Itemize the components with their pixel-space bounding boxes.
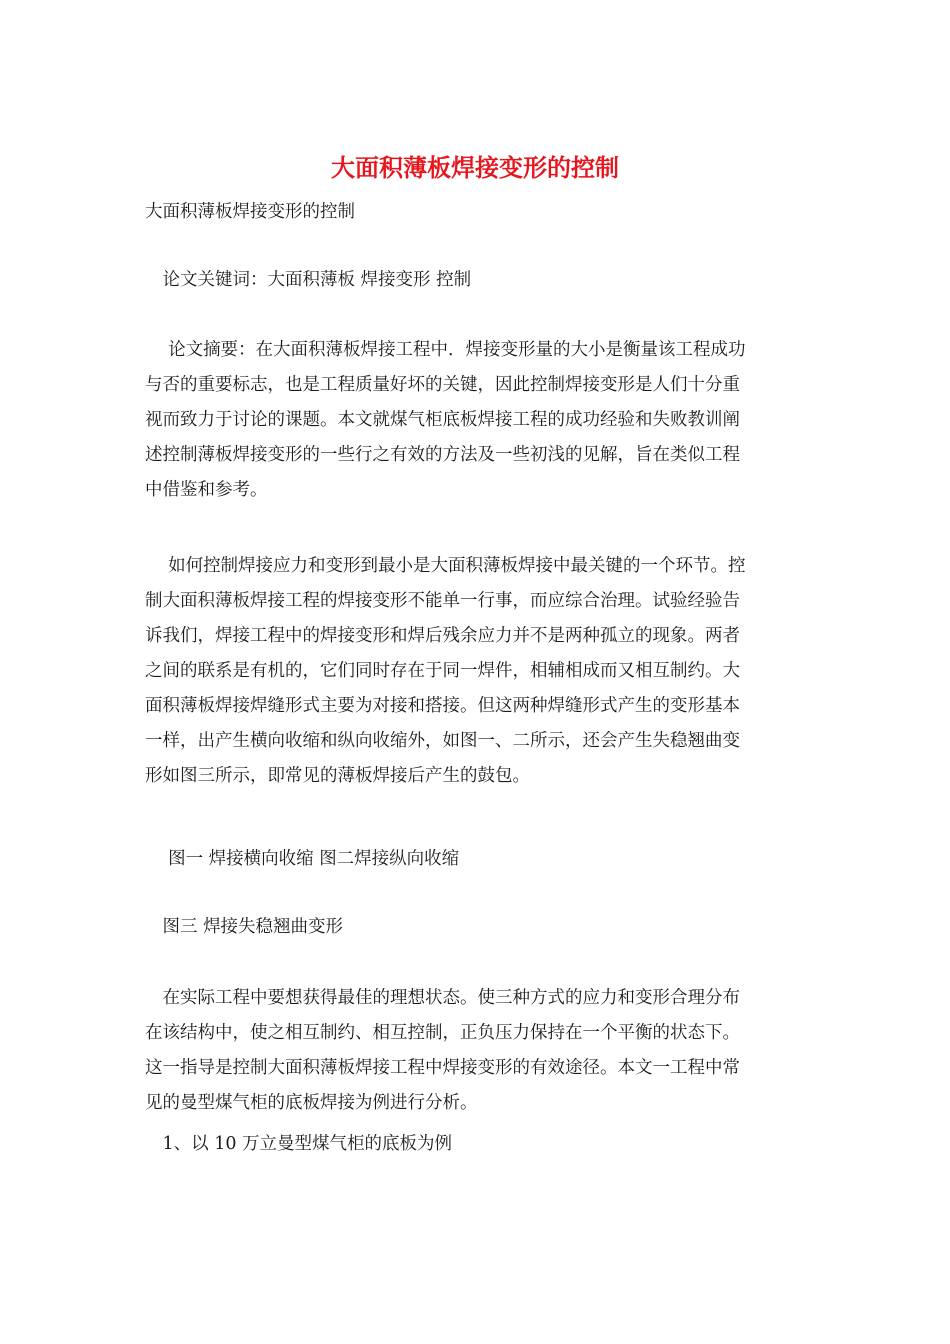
document-title: 大面积薄板焊接变形的控制	[331, 153, 619, 182]
body-paragraph-2	[145, 981, 810, 1121]
paragraph-line: 之间的联系是有机的，它们同时存在于同一焊件，相辅相成而又相互制约。大	[145, 661, 740, 681]
keywords-line: 论文关键词：大面积薄板 焊接变形 控制	[145, 270, 472, 290]
paragraph-line: 制大面积薄板焊接工程的焊接变形不能单一行事，而应综合治理。试验经验告	[145, 591, 740, 611]
section-heading-1: 1、以 10 万立曼型煤气柜的底板为例	[145, 1134, 453, 1154]
paragraph-line: 形如图三所示，即常见的薄板焊接后产生的鼓包。	[145, 766, 530, 786]
paragraph-line: 面积薄板焊接焊缝形式主要为对接和搭接。但这两种焊缝形式产生的变形基本	[145, 696, 740, 716]
paragraph-line: 诉我们，焊接工程中的焊接变形和焊后残余应力并不是两种孤立的现象。两者	[145, 626, 740, 646]
paragraph-line: 在该结构中，使之相互制约、相互控制，正负压力保持在一个平衡的状态下。	[145, 1023, 740, 1043]
body-paragraph-1	[145, 549, 810, 794]
abstract-line: 中借鉴和参考。	[145, 480, 268, 500]
abstract-line: 述控制薄板焊接变形的一些行之有效的方法及一些初浅的见解，旨在类似工程	[145, 445, 740, 465]
abstract-paragraph	[145, 333, 810, 508]
paragraph-line: 如何控制焊接应力和变形到最小是大面积薄板焊接中最关键的一个环节。控	[145, 556, 746, 576]
paragraph-line: 一样，出产生横向收缩和纵向收缩外，如图一、二所示，还会产生失稳翘曲变	[145, 731, 740, 751]
paragraph-line: 见的曼型煤气柜的底板焊接为例进行分析。	[145, 1093, 478, 1113]
paragraph-line: 在实际工程中要想获得最佳的理想状态。使三种方式的应力和变形合理分布	[145, 988, 740, 1008]
figure-caption-1-2: 图一 焊接横向收缩 图二焊接纵向收缩	[145, 849, 460, 869]
abstract-line: 与否的重要标志，也是工程质量好坏的关键，因此控制焊接变形是人们十分重	[145, 375, 740, 395]
figure-caption-3: 图三 焊接失稳翘曲变形	[145, 917, 344, 937]
abstract-line: 论文摘要：在大面积薄板焊接工程中．焊接变形量的大小是衡量该工程成功	[145, 340, 746, 360]
abstract-line: 视而致力于讨论的课题。本文就煤气柜底板焊接工程的成功经验和失败教训阐	[145, 410, 740, 430]
subtitle: 大面积薄板焊接变形的控制	[145, 202, 355, 222]
paragraph-line: 这一指导是控制大面积薄板焊接工程中焊接变形的有效途径。本文一工程中常	[145, 1058, 740, 1078]
